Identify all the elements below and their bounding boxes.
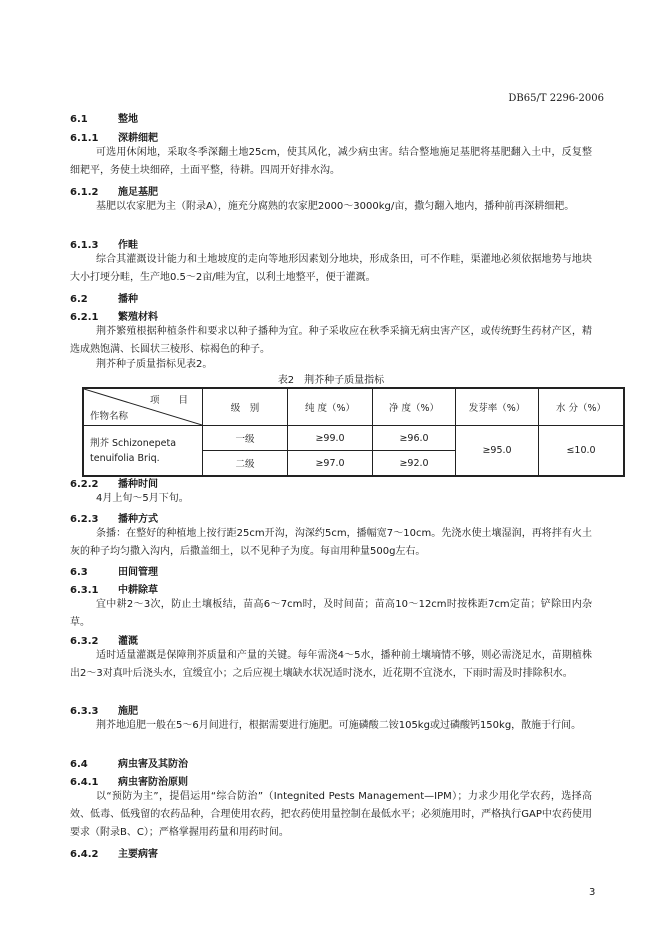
quality-table (82, 387, 625, 477)
col-grade: 级 别 (203, 388, 288, 426)
paragraph-6-4-1: 以“预防为主”，提倡运用“综合防治”（Integnited Pests Management—IPM）；力求少用化学农药，选择高效、低毒、低残留的农药品种，合理使用农药，把农药使用量控制在最低水平；必须施用时，严格执行GAP中农药使用要求（附录B、C）；严格掌握用药量和用药时间。 (70, 791, 592, 839)
standard-number: DB65/T 2296-2006 (508, 93, 604, 104)
paragraph-6-2-1: 荆芥繁殖根据种植条件和要求以种子播种为宜。种子采收应在秋季采摘无病虫害产区，或传统野生药材产区，精选成熟饱满、长圆状三棱形、棕褐色的种子。 (70, 326, 592, 356)
clean-1: ≥96.0 (373, 426, 456, 451)
paragraph-6-2-3: 条播：在整好的种植地上按行距25cm开沟，沟深约5cm，播幅宽7～10cm。先浇水使土壤湿润，再将拌有火土灰的种子均匀撒入沟内，后撒盖细土，以不见种子为度。每亩用种量500g左右。 (70, 528, 592, 558)
crop-name-cell: 荆芥 Schizonepeta tenuifolia Briq. (83, 426, 203, 477)
section-6-3-3: 6.3.3 施肥 (70, 706, 138, 717)
clean-2: ≥92.0 (373, 451, 456, 477)
section-6-2-2: 6.2.2 播种时间 (70, 479, 158, 490)
section-6-3-2: 6.3.2 灌溉 (70, 636, 138, 647)
grade-2: 二级 (203, 451, 288, 477)
header-item: 项 目 (149, 395, 188, 406)
section-6-1: 6.1 整地 (70, 114, 138, 125)
section-6-3: 6.3 田间管理 (70, 567, 158, 578)
section-6-4: 6.4 病虫害及其防治 (70, 759, 188, 770)
section-6-1-3: 6.1.3 作畦 (70, 240, 138, 251)
section-6-1-2: 6.1.2 施足基肥 (70, 187, 158, 198)
purity-1: ≥99.0 (288, 426, 373, 451)
section-6-3-1: 6.3.1 中耕除草 (70, 585, 158, 596)
section-6-2-1: 6.2.1 繁殖材料 (70, 312, 158, 323)
grade-1: 一级 (203, 426, 288, 451)
table-diagonal-header (83, 388, 203, 426)
table-caption: 表2 荆芥种子质量指标 (277, 375, 385, 386)
paragraph-6-2-2: 4月上旬～5月下旬。 (96, 493, 189, 504)
col-purity: 纯 度（%） (288, 388, 373, 426)
section-6-1-1: 6.1.1 深耕细耙 (70, 133, 158, 144)
paragraph-6-1-1: 可选用休闲地，采取冬季深翻土地25cm，使其风化，减少病虫害。结合整地施足基肥将基肥翻入土中，反复整细耙平，务使土块细碎，土面平整，待耕。四周开好排水沟。 (70, 147, 592, 177)
paragraph-6-3-3: 荆芥地追肥一般在5～6月间进行，根据需要进行施肥。可施磷酸二铵105kg或过磷酸钙150kg，散施于行间。 (96, 720, 582, 731)
purity-2: ≥97.0 (288, 451, 373, 477)
moisture-cell: ≤10.0 (539, 426, 625, 477)
col-moisture: 水 分（%） (539, 388, 625, 426)
col-clean: 净 度（%） (373, 388, 456, 426)
section-6-2-3: 6.2.3 播种方式 (70, 514, 158, 525)
germination-cell: ≥95.0 (456, 426, 539, 477)
header-crop: 作物名称 (90, 411, 129, 422)
section-6-4-2: 6.4.2 主要病害 (70, 849, 158, 860)
paragraph-6-1-3: 综合其灌溉设计能力和土地坡度的走向等地形因素划分地块，形成条田，可不作畦，渠灌地必须依据地势与地块大小打埂分畦，生产地0.5～2亩/畦为宜，以利土地整平，便于灌溉。 (70, 254, 592, 284)
paragraph-table-ref: 荆芥种子质量指标见表2。 (96, 359, 213, 370)
paragraph-6-1-2: 基肥以农家肥为主（附录A），施充分腐熟的农家肥2000～3000kg/亩，撒匀翻入地内，播种前再深耕细耙。 (96, 201, 575, 212)
section-6-4-1: 6.4.1 病虫害防治原则 (70, 777, 188, 788)
paragraph-6-3-1: 宜中耕2～3次，防止土壤板结，苗高6～7cm时，及时间苗；苗高10～12cm时按株距7cm定苗；铲除田内杂草。 (70, 599, 592, 629)
col-germination: 发芽率（%） (456, 388, 539, 426)
section-6-2: 6.2 播种 (70, 294, 138, 305)
page-number: 3 (589, 887, 596, 898)
paragraph-6-3-2: 适时适量灌溉是保障荆芥质量和产量的关键。每年需浇4～5水，播种前土壤墒情不够，则必需浇足水，苗期植株出2～3对真叶后浇头水，宜缓宜小；之后应视土壤缺水状况适时浇水，近花期不宜浇水，下雨时需及时排除积水。 (70, 650, 592, 680)
